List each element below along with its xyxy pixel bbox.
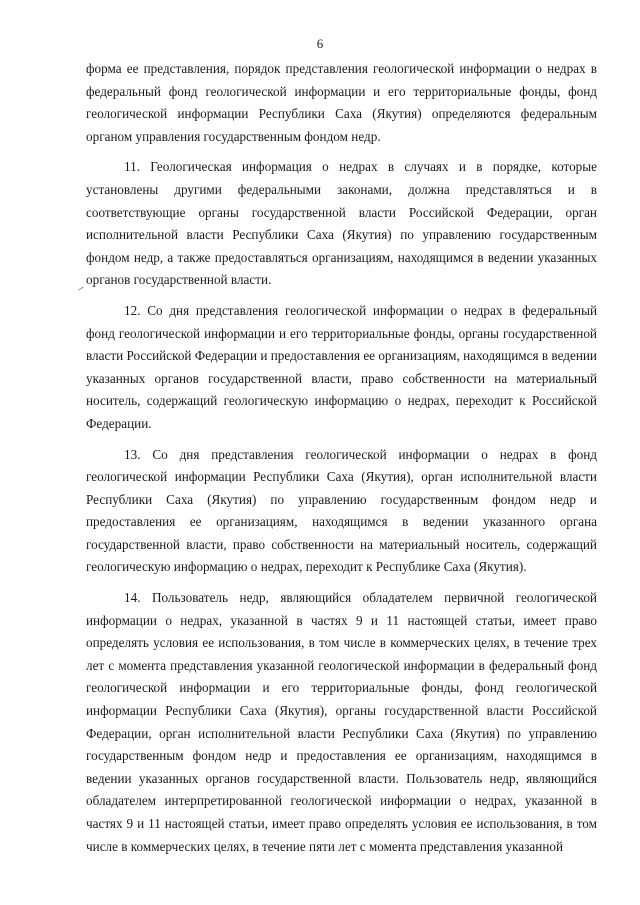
- paragraph-13: 13. Со дня представления геологической информации о недрах в фонд геологической информации Республики Саха (Якутия), орган исполнительной власти Республики Саха (Якутия) по управлению государственным фондом недр и предоставления ее организациям, находящимся в ведении указанного органа государственной власти, право собственности на материальный носитель, содержащий геологическую информацию о недрах, переходит к Республике Саха (Якутия).: [86, 446, 597, 575]
- page-number: 6: [316, 36, 324, 51]
- paragraph-12: 12. Со дня представления геологической информации о недрах в федеральный фонд геологической информации и его территориальные фонды, органы государственной власти Российской Федерации и предоставления ее организациям, находящимся в ведении указанных органов государственной власти, право собственности на материальный носитель, содержащий геологическую информацию о недрах, переходит к Российской Федерации.: [86, 302, 597, 431]
- scan-mark: [78, 286, 83, 290]
- paragraph-continuation: форма ее представления, порядок представления геологической информации о недрах в федеральный фонд геологической информации и его территориальные фонды, фонд геологической информации Республики Саха (Якутия) определяются федеральным органом управления государственным фондом недр.: [86, 61, 597, 144]
- document-body: [86, 58, 597, 858]
- paragraph-11: 11. Геологическая информация о недрах в случаях и в порядке, которые установлены другими федеральными законами, должна представляться и в соответствующие органы государственной власти Российской Федерации, орган исполнительной власти Республики Саха (Якутия) по управлению государственным фондом недр, а также предоставляться организациям, находящимся в ведении указанных органов государственной власти.: [86, 159, 597, 288]
- paragraph-14: 14. Пользователь недр, являющийся обладателем первичной геологической информации о недрах, указанной в частях 9 и 11 настоящей статьи, имеет право определять условия ее использования, в том числе в коммерческих целях, в течение трех лет с момента представления указанной геологической информации в федеральный фонд геологической информации и его территориальные фонды, фонд геологической информации Республики Саха (Якутия), органы государственной власти Российской Федерации, орган исполнительной власти Республики Саха (Якутия) по управлению государственным фондом недр и предоставления ее организациям, находящимся в ведении указанных органов государственной власти. Пользователь недр, являющийся обладателем интерпретированной геологической информации о недрах, указанной в частях 9 и 11 настоящей статьи, имеет право определять условия ее использования, в том числе в коммерческих целях, в течение пяти лет с момента представления указанной: [86, 590, 597, 854]
